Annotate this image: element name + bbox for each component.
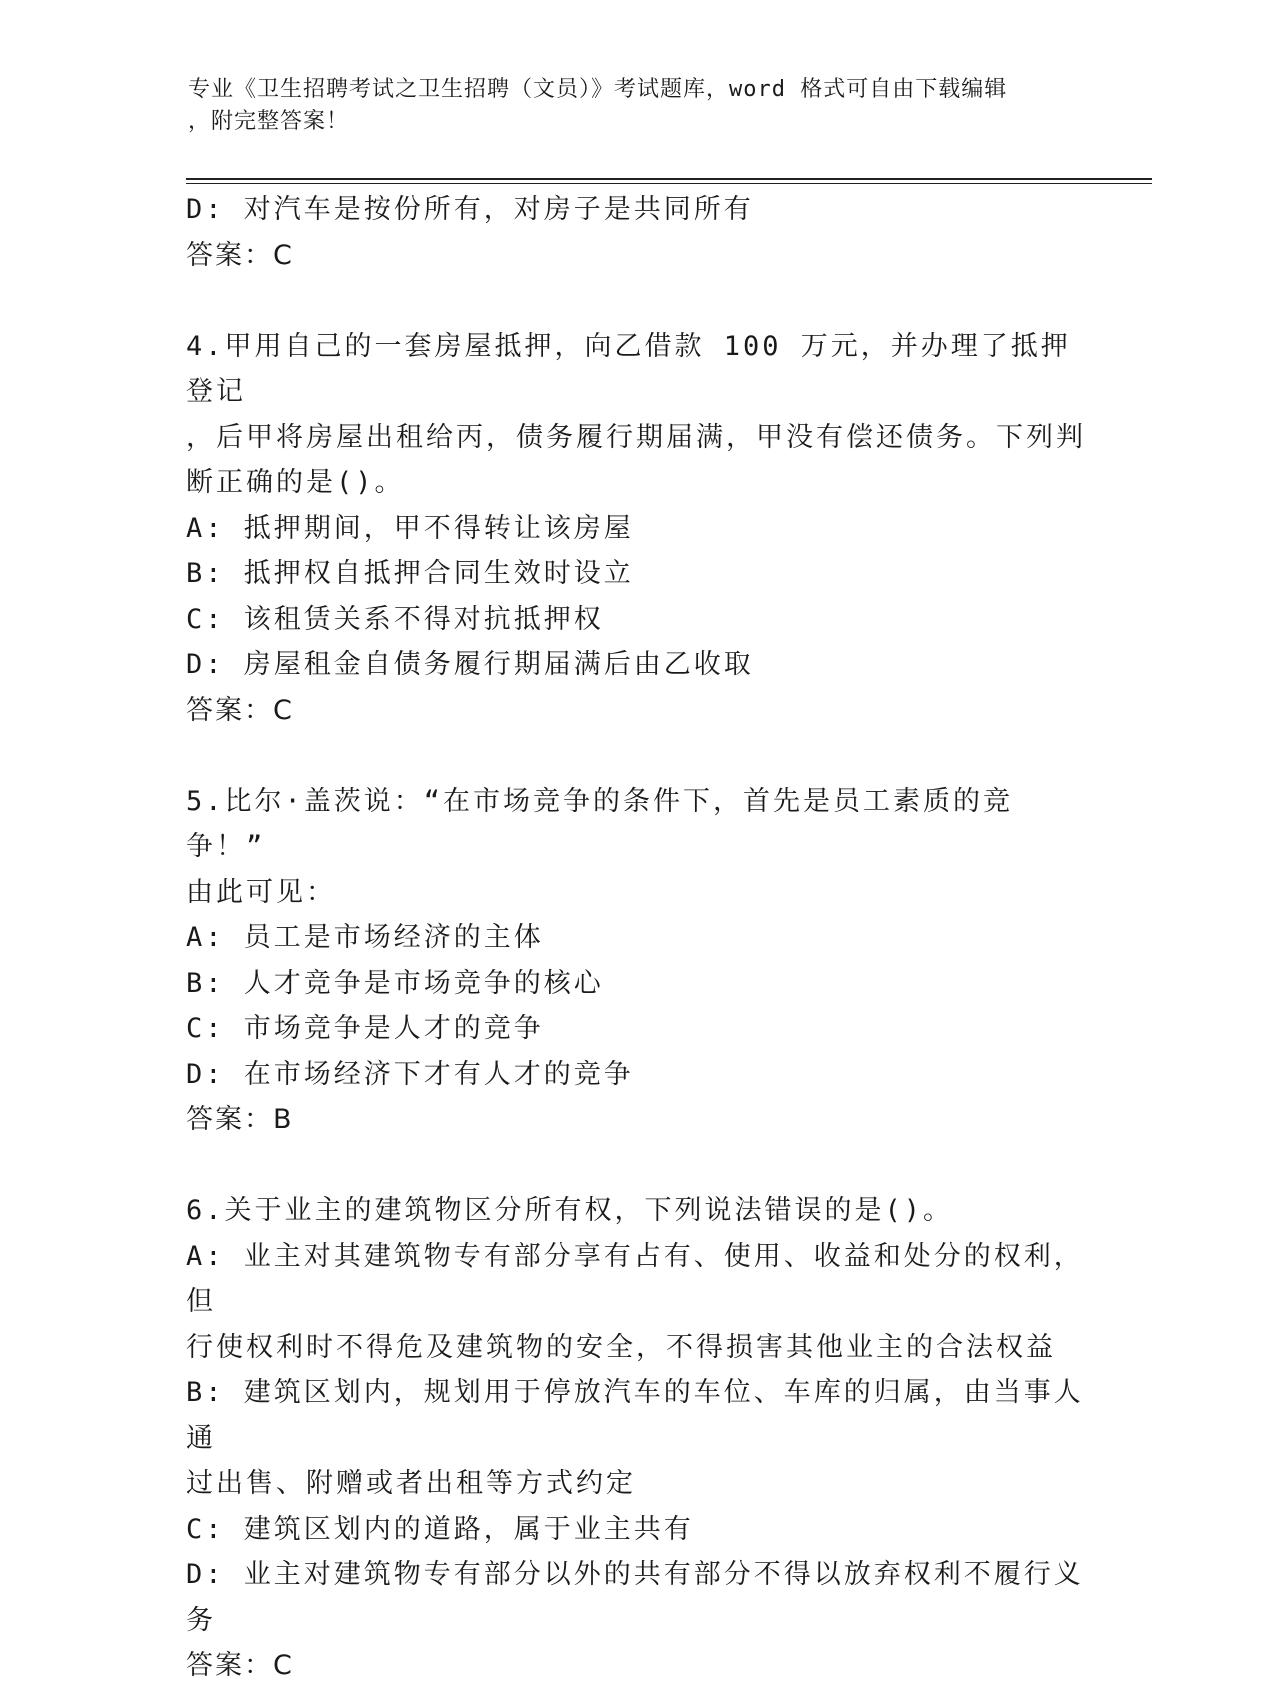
question-5 xyxy=(186,779,1086,1143)
option-a: A: 员工是市场经济的主体 xyxy=(186,922,544,953)
question-stem: 6.关于业主的建筑物区分所有权，下列说法错误的是()。 xyxy=(186,1195,954,1226)
question-stem: ，后甲将房屋出租给丙，债务履行期届满，甲没有偿还债务。下列判 xyxy=(186,421,1086,453)
question-stem: 5.比尔·盖茨说：“在市场竞争的条件下，首先是员工素质的竞争！” xyxy=(186,785,1014,862)
spacer xyxy=(186,278,1086,324)
page-header xyxy=(188,74,1088,138)
answer: 答案：B xyxy=(186,1104,294,1135)
question-6 xyxy=(186,1188,1086,1689)
header-line: 专业《卫生招聘考试之卫生招聘（文员）》考试题库，word 格式可自由下载编辑 xyxy=(188,77,1008,102)
option-d: D: 房屋租金自债务履行期届满后由乙收取 xyxy=(186,649,754,680)
answer: 答案：C xyxy=(186,1650,294,1681)
option-d: D: 对汽车是按份所有，对房子是共同所有 xyxy=(186,194,754,225)
option-c: C: 该租赁关系不得对抗抵押权 xyxy=(186,603,604,635)
spacer xyxy=(186,733,1086,779)
spacer xyxy=(186,1143,1086,1189)
option-c: C: 建筑区划内的道路，属于业主共有 xyxy=(186,1513,694,1545)
question-stem: 4.甲用自己的一套房屋抵押，向乙借款 100 万元，并办理了抵押登记 xyxy=(186,330,1071,407)
option-c: C: 市场竞争是人才的竞争 xyxy=(186,1013,544,1044)
option-b: B: 人才竞争是市场竞争的核心 xyxy=(186,967,604,999)
option-a: A: 抵押期间，甲不得转让该房屋 xyxy=(186,512,634,544)
question-content xyxy=(186,187,1086,1689)
option-b: B: 建筑区划内，规划用于停放汽车的车位、车库的归属，由当事人通 xyxy=(186,1377,1084,1454)
answer: 答案：C xyxy=(186,694,294,726)
option-d: D: 业主对建筑物专有部分以外的共有部分不得以放弃权利不履行义务 xyxy=(186,1559,1084,1636)
answer: 答案：C xyxy=(186,239,294,271)
header-divider xyxy=(186,178,1152,180)
option-b: 过出售、附赠或者出租等方式约定 xyxy=(186,1468,636,1499)
header-line: ，附完整答案！ xyxy=(188,109,350,134)
question-4 xyxy=(186,324,1086,734)
option-a: 行使权利时不得危及建筑物的安全，不得损害其他业主的合法权益 xyxy=(186,1331,1056,1363)
option-a: A: 业主对其建筑物专有部分享有占有、使用、收益和处分的权利，但 xyxy=(186,1240,1084,1317)
question-stem: 由此可见： xyxy=(186,876,336,908)
question-stem: 断正确的是()。 xyxy=(186,467,405,498)
question-3-tail xyxy=(186,187,1086,278)
header-divider-thin xyxy=(186,183,1152,184)
option-b: B: 抵押权自抵押合同生效时设立 xyxy=(186,558,634,589)
option-d: D: 在市场经济下才有人才的竞争 xyxy=(186,1058,634,1090)
